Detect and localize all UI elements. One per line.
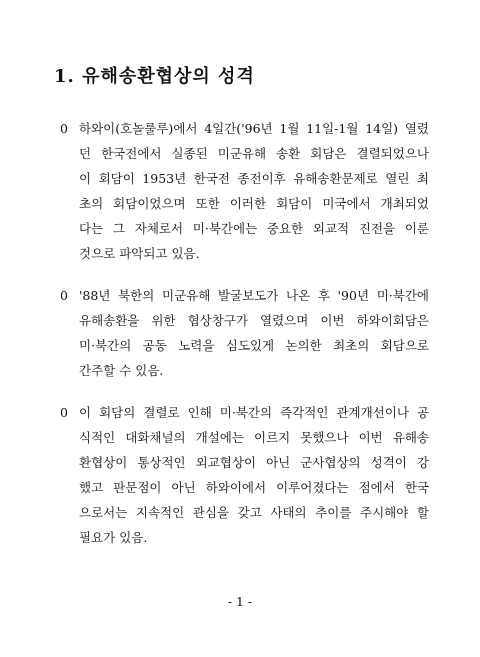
paragraph-line: 간주할 수 있음. [79, 363, 164, 378]
bullet-marker: 0 [60, 405, 68, 420]
paragraph-line: 초의 회담이었으며 또한 이러한 회담이 미국에서 개최되었 [79, 196, 429, 211]
section-title: 유해송환협상의 성격 [82, 66, 255, 87]
paragraph-line: 것으로 파악되고 있음. [79, 246, 200, 261]
page-number: - 1 - [227, 594, 253, 609]
paragraph-line: 미·북간의 공동 노력을 심도있게 논의한 최초의 회담으로 [79, 338, 429, 353]
paragraph-line: 식적인 대화채널의 개설에는 이르지 못했으나 이번 유해송 [79, 430, 429, 445]
paragraph-line: 환협상이 통상적인 외교협상이 아닌 군사협상의 성격이 강 [79, 455, 429, 470]
section-number: 1. [54, 66, 75, 87]
bullet-marker: 0 [60, 288, 68, 303]
paragraph-line: 다는 그 자체로서 미·북간에는 중요한 외교적 진전을 이룬 [79, 221, 429, 236]
paragraph-line: 으로서는 지속적인 관심을 갖고 사태의 추이를 주시해야 할 [79, 505, 429, 520]
bullet-marker: 0 [60, 121, 68, 136]
paragraph-1 [79, 116, 429, 266]
paragraph-line: 했고 판문점이 아닌 하와이에서 이루어졌다는 점에서 한국 [79, 480, 429, 495]
paragraph-line: 유해송환을 위한 협상창구가 열렸으며 이번 하와이회담은 [79, 313, 429, 328]
paragraph-line: 하와이(호놀룰루)에서 4일간('96년 1월 11일-1월 14일) 열렸 [79, 121, 429, 136]
paragraph-line: '88년 북한의 미군유해 발굴보도가 나온 후 '90년 미·북간에 [79, 288, 429, 303]
paragraph-line: 이 회담의 결렬로 인해 미·북간의 즉각적인 관계개선이나 공 [79, 405, 429, 420]
paragraph-line: 이 회담이 1953년 한국전 종전이후 유해송환문제로 열린 최 [79, 171, 429, 186]
section-heading [54, 62, 255, 88]
paragraph-line: 필요가 있음. [79, 530, 148, 545]
paragraph-2 [79, 283, 429, 383]
paragraph-3 [79, 400, 429, 550]
paragraph-line: 던 한국전에서 실종된 미군유해 송환 회담은 결렬되었으나 [79, 146, 429, 161]
